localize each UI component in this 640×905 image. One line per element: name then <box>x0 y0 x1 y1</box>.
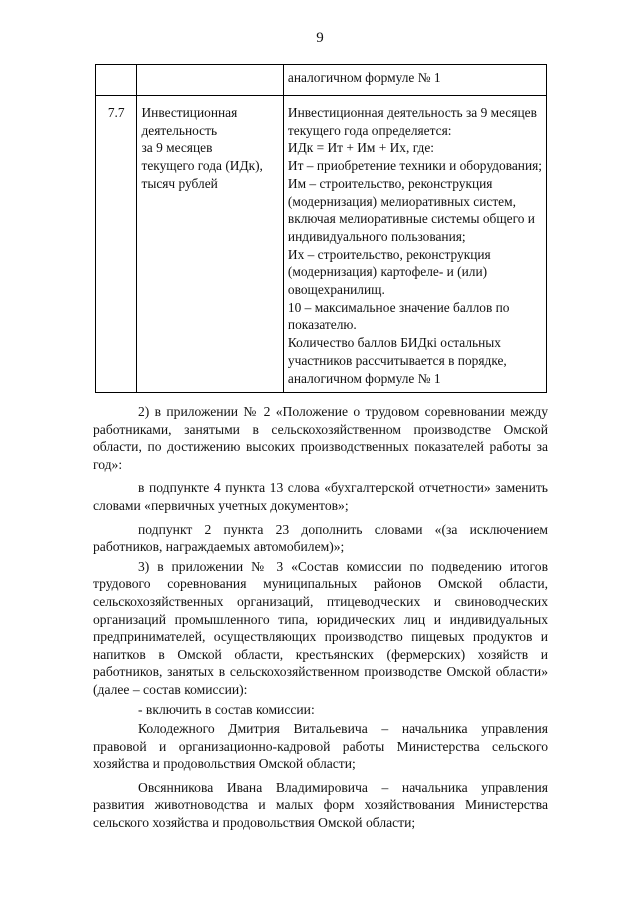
cell-number: 7.7 <box>96 96 137 393</box>
paragraph-subitem-4: в подпункте 4 пункта 13 слова «бухгалтерской отчетности» заменить словами «первичных учетных документов»; <box>93 480 548 513</box>
name-line: тысяч рублей <box>141 175 218 191</box>
table-row-7-7 <box>96 96 547 393</box>
indicator-table <box>95 64 547 393</box>
name-line: Инвестиционная <box>141 105 238 120</box>
paragraph-appendix-2: 2) в приложении № 2 «Положение о трудовом соревновании между работниками, занятыми в сельскохозяйственном производстве Омской области, по достижению высоких производственных показателей работы за год»: <box>93 404 548 472</box>
description-line: Им – строительство, реконструкция <box>287 175 493 191</box>
name-line: деятельность <box>141 122 218 138</box>
description-line: индивидуального пользования; <box>287 228 466 244</box>
description-line: Ит – приобретение техники и оборудования; <box>287 158 542 174</box>
description-line: (модернизация) картофеле- и (или) <box>287 264 488 280</box>
paragraph-subitem-2: подпункт 2 пункта 23 дополнить словами «(за исключением работников, награждаемых автомобилем)»; <box>93 521 548 555</box>
paragraph-include: - включить в состав комиссии: <box>138 701 315 717</box>
paragraph-member-ovsyannikov: Овсянникова Ивана Владимировича – начальника управления развития животноводства и малых форм хозяйствования Министерства сельского хозяйства и продовольствия Омской области; <box>93 779 548 831</box>
table-row-continuation <box>96 65 547 96</box>
description-line: текущего года определяется: <box>287 122 452 138</box>
description-line: Их – строительство, реконструкция <box>287 246 491 262</box>
description-line: Количество баллов БИДкi остальных <box>287 335 502 351</box>
cell-indicator-name <box>137 96 283 393</box>
paragraph-appendix-3: 3) в приложении № 3 «Состав комиссии по подведению итогов трудового соревнования муниципальных районов Омской области, сельскохозяйственных организаций, птицеводческих и свиноводческих организаций промышленного типа, юридических лиц и индивидуальных предпринимателей, осуществляющих производство пищевых продуктов и напитков в Омской области, крестьянских (фермерских) хозяйств и работников, занятых в сельскохозяйственном производстве Омской области» (далее – состав комиссии): <box>93 558 548 697</box>
description-line: участников рассчитывается в порядке, <box>287 352 507 368</box>
description-line: Инвестиционная деятельность за 9 месяцев <box>287 105 537 120</box>
cell-indicator-name <box>137 65 283 96</box>
document-body <box>93 403 548 832</box>
paragraph-member-kolodezhny: Колодежного Дмитрия Витальевича – начальника управления правовой и организационно-кадровой работы Министерства сельского хозяйства и продовольствия Омской области; <box>93 721 548 772</box>
formula-line: ИДк = Ит + Им + Их, где: <box>287 140 435 156</box>
cell-description: аналогичном формуле № 1 <box>283 65 546 96</box>
description-line: 10 – максимальное значение баллов по <box>287 299 510 315</box>
description-line: аналогичном формуле № 1 <box>287 370 441 386</box>
cell-number <box>96 65 137 96</box>
cell-description <box>283 96 546 393</box>
name-line: за 9 месяцев <box>141 140 213 156</box>
description-line: включая мелиоративные системы общего и <box>287 211 535 227</box>
description-line: овощехранилищ. <box>287 282 385 298</box>
page-number: 9 <box>316 30 324 46</box>
description-line: показателю. <box>287 317 357 333</box>
description-line: (модернизация) мелиоративных систем, <box>287 193 516 209</box>
name-line: текущего года (ИДк), <box>141 158 263 174</box>
